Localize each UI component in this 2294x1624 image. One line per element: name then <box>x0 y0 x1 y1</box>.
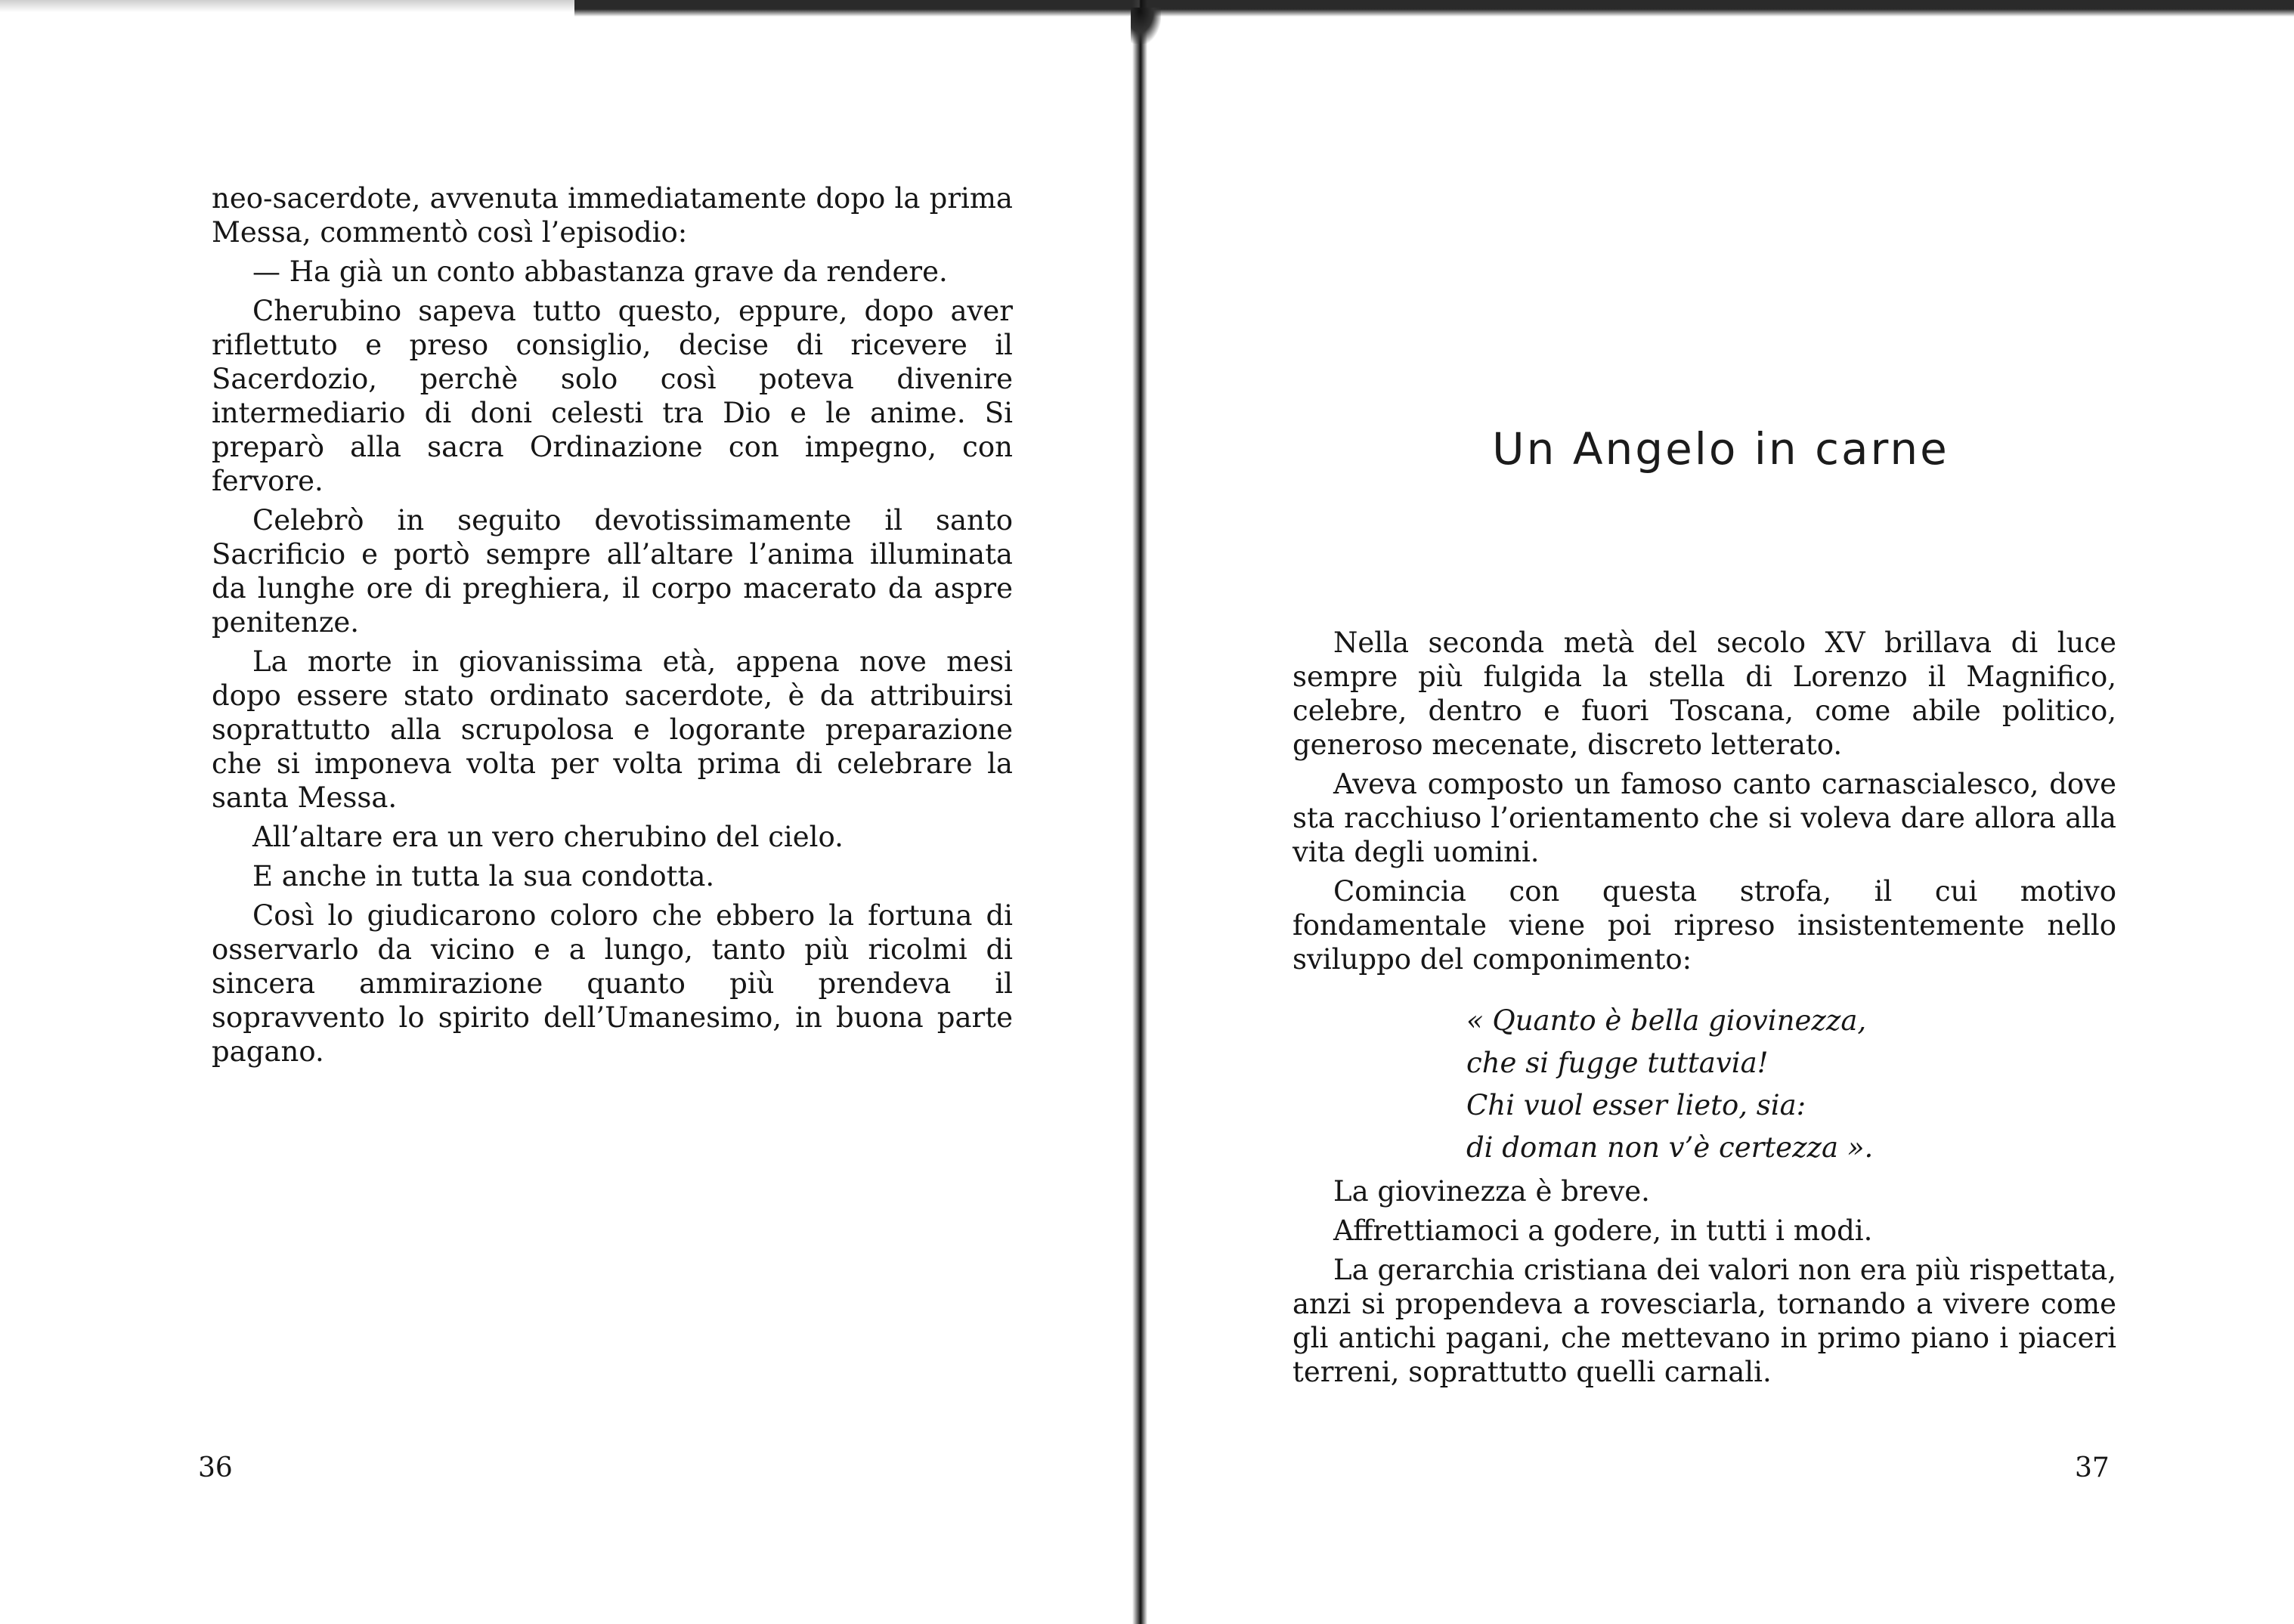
paragraph: Nella seconda metà del secolo XV brillava di luce sempre più fulgida la stella di Lorenzo il Magnifico, celebre, dentro e fuori Toscana, come abile politico, generoso mecenate, discreto letterato. <box>1293 626 2116 761</box>
verse-quote <box>1466 1004 1995 1173</box>
paragraph: — Ha già un conto abbastanza grave da rendere. <box>252 255 948 288</box>
verse-line: Chi vuol esser lieto, sia: <box>1466 1089 1806 1121</box>
right-page <box>1147 0 2294 1624</box>
verse-line: che si fugge tuttavia! <box>1466 1047 1769 1079</box>
verse-line: di doman non v’è certezza ». <box>1466 1131 1874 1164</box>
paragraph: La gerarchia cristiana dei valori non era più rispettata, anzi si propendeva a rovesciarla, tornando a vivere come gli antichi pagani, che mettevano in primo piano i piaceri terreni, soprattutto quelli carnali. <box>1293 1254 2116 1388</box>
page-number-right: 37 <box>2075 1452 2110 1483</box>
chapter-title: Un Angelo in carne <box>1492 423 1949 475</box>
verse-line: « Quanto è bella giovinezza, <box>1466 1004 1867 1037</box>
paragraph: neo-sacerdote, avvenuta immediatamente dopo la prima Messa, commentò così l’episodio: <box>212 182 1013 249</box>
paragraph: Così lo giudicarono coloro che ebbero la fortuna di osservarlo da vicino e a lungo, tanto più ricolmi di sincera ammirazione quanto più prendeva il sopravvento lo spirito dell’Umanesimo, in buona parte pagano. <box>212 899 1013 1068</box>
left-page-text <box>212 181 1013 1074</box>
paragraph: Aveva composto un famoso canto carnascialesco, dove sta racchiuso l’orientamento che si voleva dare allora alla vita degli uomini. <box>1293 768 2116 868</box>
paragraph: Cherubino sapeva tutto questo, eppure, dopo aver riflettuto e preso consiglio, decise di ricevere il Sacerdozio, perchè solo così poteva divenire intermediario di doni celesti tra Dio e le anime. Si preparò alla sacra Ordinazione con impegno, con fervore. <box>212 295 1013 497</box>
right-page-text-bottom <box>1293 1174 2116 1394</box>
paragraph: E anche in tutta la sua condotta. <box>252 860 715 892</box>
paragraph: Celebrò in seguito devotissimamente il santo Sacrificio e portò sempre all’altare l’anima illuminata da lunghe ore di preghiera, il corpo macerato da aspre penitenze. <box>212 504 1013 639</box>
left-page <box>0 0 1132 1624</box>
paragraph: All’altare era un vero cherubino del cielo. <box>252 821 844 853</box>
paragraph: Comincia con questa strofa, il cui motivo fondamentale viene poi ripreso insistentemente nello sviluppo del componimento: <box>1293 875 2116 976</box>
right-page-text-top <box>1293 626 2116 982</box>
book-gutter <box>1132 0 1147 1624</box>
paragraph: La giovinezza è breve. <box>1333 1175 1650 1208</box>
page-number-left: 36 <box>198 1452 233 1483</box>
paragraph: Affrettiamoci a godere, in tutti i modi. <box>1333 1214 1873 1247</box>
paragraph: La morte in giovanissima età, appena nove mesi dopo essere stato ordinato sacerdote, è da attribuirsi soprattutto alla scrupolosa e logorante preparazione che si imponeva volta per volta prima di celebrare la santa Messa. <box>212 645 1013 814</box>
